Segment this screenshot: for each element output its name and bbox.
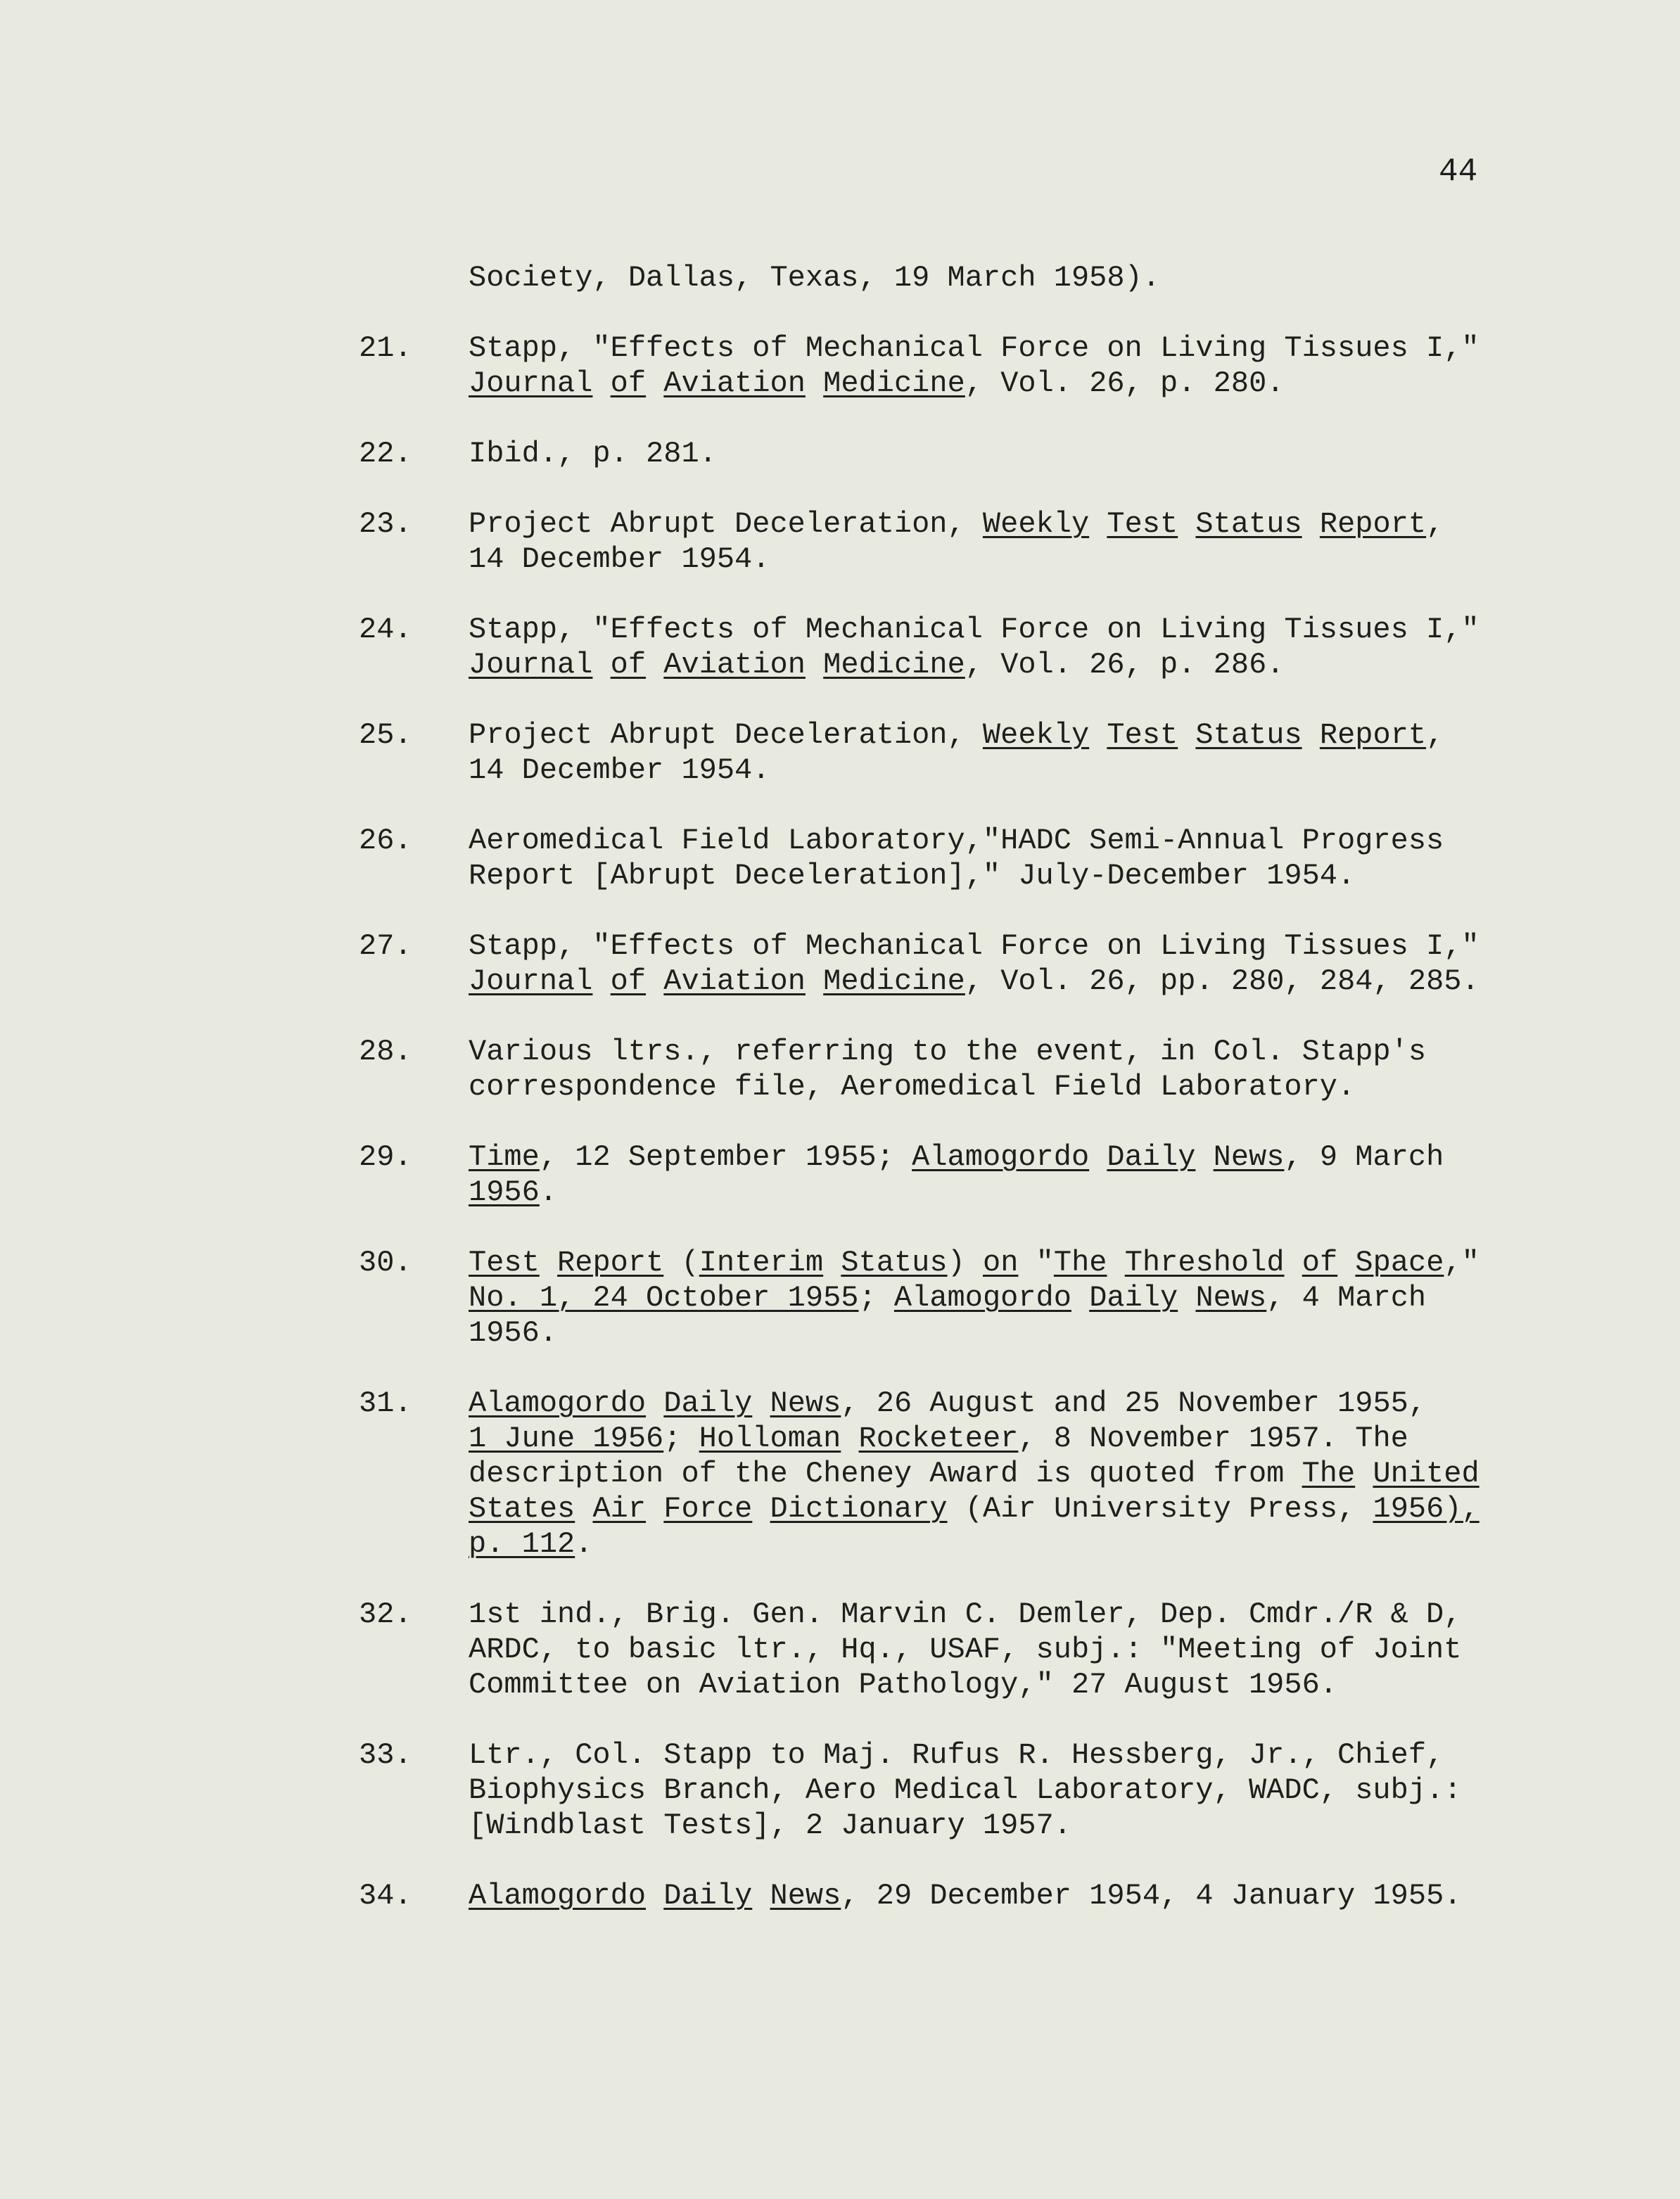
underlined-text: 1 June 1956 [469, 1422, 664, 1455]
endnote-number: 29. [359, 1140, 412, 1174]
endnote-text [469, 1034, 1569, 1104]
endnote-number: 22. [359, 437, 412, 471]
text-segment: Report [Abrupt Deceleration]," July-December 1954. [469, 859, 1356, 893]
endnote-text [469, 1878, 1569, 1913]
text-segment: correspondence file, Aeromedical Field Laboratory. [469, 1070, 1356, 1104]
endnote [359, 929, 1569, 999]
text-segment: , 4 March [1266, 1281, 1427, 1315]
endnote [359, 1386, 1569, 1562]
endnote-number: 27. [359, 929, 412, 963]
underlined-text: Test [1107, 507, 1178, 541]
underlined-text: Medicine [823, 366, 965, 400]
endnote [359, 436, 1569, 471]
endnote-line [469, 612, 1569, 647]
underlined-text: Rocketeer [858, 1422, 1019, 1455]
underlined-text: Status [1195, 507, 1302, 541]
text-segment [806, 366, 823, 400]
endnote-line [469, 1526, 1569, 1562]
text-segment: , Vol. 26, p. 286. [965, 648, 1285, 682]
endnote-line [469, 1069, 1569, 1104]
endnote-line [469, 1597, 1569, 1632]
text-segment: , Vol. 26, p. 280. [965, 366, 1285, 400]
endnote-line [469, 506, 1569, 542]
underlined-text: Daily [1107, 1140, 1196, 1174]
endnote-line [469, 1386, 1569, 1421]
endnote-line [469, 1245, 1569, 1280]
text-segment [1178, 1281, 1195, 1315]
text-segment: Project Abrupt Deceleration, [469, 507, 983, 541]
endnote-line [469, 1773, 1569, 1808]
text-segment: " [1018, 1246, 1054, 1280]
endnote-text [469, 718, 1569, 788]
endnote [359, 1140, 1569, 1210]
text-segment [1089, 718, 1107, 752]
endnote-line [469, 647, 1569, 682]
continuation-line: Society, Dallas, Texas, 19 March 1958). [469, 261, 1160, 295]
endnote-line [469, 823, 1569, 858]
underlined-text: Journal [469, 648, 593, 682]
endnote-line [469, 1034, 1569, 1069]
underlined-text: The [1302, 1457, 1356, 1491]
text-segment: Various ltrs., referring to the event, in Col. Stapp's [469, 1035, 1427, 1069]
underlined-text: United [1373, 1457, 1479, 1491]
text-segment: Ibid., p. 281. [469, 437, 717, 471]
text-segment [752, 1879, 770, 1913]
endnote-text [469, 506, 1569, 577]
endnote-line [469, 1878, 1569, 1913]
endnote-text [469, 1738, 1569, 1843]
endnote-number: 26. [359, 824, 412, 858]
endnote-number: 31. [359, 1387, 412, 1420]
endnote-line [469, 1456, 1569, 1491]
underlined-text: Daily [1089, 1281, 1178, 1315]
text-segment [1302, 718, 1320, 752]
endnote-text [469, 929, 1569, 999]
endnote-number: 30. [359, 1246, 412, 1280]
endnote-line [469, 753, 1569, 788]
underlined-text: News [1213, 1140, 1285, 1174]
endnote-line [469, 331, 1569, 366]
underlined-text: Aviation [663, 648, 806, 682]
text-segment [1355, 1457, 1373, 1491]
text-segment [1107, 1246, 1124, 1280]
text-segment: ) [947, 1246, 984, 1280]
endnote [359, 1738, 1569, 1843]
underlined-text: Threshold [1124, 1246, 1285, 1280]
text-segment: , 8 November 1957. The [1018, 1422, 1408, 1455]
underlined-text: Time [469, 1140, 540, 1174]
endnote-line [469, 366, 1569, 401]
endnote-line [469, 1632, 1569, 1667]
endnote [359, 1034, 1569, 1104]
endnote-line [469, 1667, 1569, 1702]
underlined-text: p. 112 [469, 1527, 575, 1561]
underlined-text: Report [557, 1246, 664, 1280]
underlined-text: Daily [663, 1879, 753, 1913]
text-segment: 1956. [469, 1316, 558, 1350]
text-segment: description of the Cheney Award is quoted from [469, 1457, 1302, 1491]
text-segment: Stapp, "Effects of Mechanical Force on Living Tissues I," [469, 613, 1479, 646]
text-segment [1089, 1140, 1107, 1174]
text-segment: 1st ind., Brig. Gen. Marvin C. Demler, Dep. Cmdr./R & D, [469, 1598, 1462, 1631]
endnote [359, 1597, 1569, 1702]
text-segment: . [575, 1527, 593, 1561]
underlined-text: Journal [469, 366, 593, 400]
endnote-number: 25. [359, 718, 412, 752]
underlined-text: of [610, 366, 647, 400]
underlined-text: Test [469, 1246, 540, 1280]
underlined-text: Dictionary [770, 1492, 948, 1526]
text-segment: Committee on Aviation Pathology," 27 August 1956. [469, 1668, 1338, 1702]
underlined-text: 1956), [1373, 1492, 1479, 1526]
text-segment: 14 December 1954. [469, 542, 770, 576]
underlined-text: States [469, 1492, 575, 1526]
underlined-text: The [1053, 1246, 1107, 1280]
text-segment [1178, 718, 1195, 752]
text-segment [1071, 1281, 1089, 1315]
endnote-text [469, 436, 1569, 471]
endnote-number: 23. [359, 507, 412, 541]
text-segment: (Air University Press, [947, 1492, 1373, 1526]
text-segment: , 9 March [1284, 1140, 1444, 1174]
text-segment [646, 964, 663, 998]
text-segment: , [1426, 718, 1444, 752]
underlined-text: No. 1, 24 October 1955 [469, 1281, 859, 1315]
endnote-line [469, 1421, 1569, 1456]
endnote-number: 32. [359, 1598, 412, 1631]
text-segment [646, 1387, 663, 1420]
endnote-number: 34. [359, 1879, 412, 1913]
underlined-text: Medicine [823, 964, 965, 998]
text-segment: Stapp, "Effects of Mechanical Force on Living Tissues I," [469, 331, 1479, 365]
underlined-text: News [1195, 1281, 1267, 1315]
underlined-text: Air [592, 1492, 647, 1526]
text-segment [806, 964, 823, 998]
endnote-number: 33. [359, 1738, 412, 1772]
text-segment [752, 1387, 770, 1420]
endnote-line [469, 1315, 1569, 1351]
endnote-line [469, 718, 1569, 753]
underlined-text: News [770, 1387, 841, 1420]
text-segment: , 26 August and 25 November 1955, [841, 1387, 1427, 1420]
endnote [359, 506, 1569, 577]
underlined-text: Daily [663, 1387, 753, 1420]
underlined-text: Journal [469, 964, 593, 998]
text-segment: Aeromedical Field Laboratory,"HADC Semi-Annual Progress [469, 824, 1444, 858]
text-segment [646, 648, 663, 682]
endnote-text [469, 1245, 1569, 1351]
underlined-text: of [610, 648, 647, 682]
endnote-number: 21. [359, 331, 412, 365]
endnote [359, 1245, 1569, 1351]
underlined-text: on [983, 1246, 1019, 1280]
text-segment [646, 1492, 663, 1526]
endnote-number: 28. [359, 1035, 412, 1069]
text-segment: , 12 September 1955; [539, 1140, 912, 1174]
text-segment [646, 1879, 663, 1913]
endnote [359, 823, 1569, 893]
text-segment [1195, 1140, 1213, 1174]
text-segment: ARDC, to basic ltr., Hq., USAF, subj.: "Meeting of Joint [469, 1633, 1462, 1666]
text-segment [1178, 507, 1195, 541]
text-segment: Stapp, "Effects of Mechanical Force on Living Tissues I," [469, 929, 1479, 963]
underlined-text: Aviation [663, 366, 806, 400]
text-segment: ; [663, 1422, 699, 1455]
underlined-text: of [610, 964, 647, 998]
underlined-text: of [1302, 1246, 1338, 1280]
endnote-line [469, 1140, 1569, 1175]
endnote [359, 612, 1569, 682]
text-segment [592, 648, 610, 682]
endnote-line [469, 1808, 1569, 1843]
text-segment [1337, 1246, 1355, 1280]
endnotes-block [359, 260, 1569, 1949]
text-segment: ; [858, 1281, 894, 1315]
text-segment: , 29 December 1954, 4 January 1955. [841, 1879, 1462, 1913]
text-segment [1302, 507, 1320, 541]
underlined-text: Status [841, 1246, 948, 1280]
underlined-text: Alamogordo [469, 1387, 647, 1420]
underlined-text: Medicine [823, 648, 965, 682]
text-segment [841, 1422, 858, 1455]
endnote-line [469, 1738, 1569, 1773]
text-segment: Biophysics Branch, Aero Medical Laboratory, WADC, subj.: [469, 1773, 1462, 1807]
endnote-line [469, 542, 1569, 577]
underlined-text: Space [1355, 1246, 1444, 1280]
underlined-text: Interim [699, 1246, 824, 1280]
endnote-line [469, 1491, 1569, 1526]
underlined-text: Alamogordo [893, 1281, 1071, 1315]
text-segment [752, 1492, 770, 1526]
endnote-text [469, 612, 1569, 682]
endnote [359, 1878, 1569, 1913]
endnote-text [469, 1386, 1569, 1562]
endnote-text [469, 1597, 1569, 1702]
underlined-text: Alamogordo [912, 1140, 1090, 1174]
endnote-line [469, 964, 1569, 999]
text-segment [540, 1246, 557, 1280]
endnotes-list [359, 331, 1569, 1913]
endnote-text [469, 331, 1569, 401]
text-segment [592, 366, 610, 400]
text-segment: ( [663, 1246, 699, 1280]
endnote-line [469, 1175, 1569, 1210]
text-segment: 14 December 1954. [469, 753, 770, 787]
endnote-line [469, 858, 1569, 893]
underlined-text: Report [1319, 507, 1427, 541]
underlined-text: Force [663, 1492, 753, 1526]
underlined-text: 1956 [469, 1175, 540, 1209]
text-segment [646, 366, 663, 400]
underlined-text: Weekly [982, 718, 1090, 752]
underlined-text: Holloman [699, 1422, 841, 1455]
endnote-line [469, 436, 1569, 471]
text-segment [806, 648, 823, 682]
endnote [359, 718, 1569, 788]
endnote-text [469, 1140, 1569, 1210]
endnote-line [469, 929, 1569, 964]
underlined-text: Weekly [982, 507, 1090, 541]
text-segment [1285, 1246, 1302, 1280]
underlined-text: Alamogordo [469, 1879, 647, 1913]
underlined-text: Aviation [663, 964, 806, 998]
endnote-line [469, 1280, 1569, 1315]
underlined-text: News [770, 1879, 841, 1913]
text-segment: , Vol. 26, pp. 280, 284, 285. [965, 964, 1479, 998]
text-segment: , [1426, 507, 1444, 541]
endnote-number: 24. [359, 613, 412, 646]
underlined-text: Report [1319, 718, 1427, 752]
text-segment [575, 1492, 592, 1526]
text-segment [592, 964, 610, 998]
underlined-text: Status [1195, 718, 1302, 752]
endnote [359, 331, 1569, 401]
text-segment: Project Abrupt Deceleration, [469, 718, 983, 752]
page-number: 44 [1439, 153, 1478, 190]
text-segment: [Windblast Tests], 2 January 1957. [469, 1809, 1071, 1842]
endnote-text [469, 823, 1569, 893]
text-segment [823, 1246, 841, 1280]
text-segment [1089, 507, 1107, 541]
text-segment: . [539, 1175, 558, 1209]
text-segment: ," [1444, 1246, 1479, 1280]
underlined-text: Test [1107, 718, 1178, 752]
text-segment: Ltr., Col. Stapp to Maj. Rufus R. Hessberg, Jr., Chief, [469, 1738, 1444, 1772]
